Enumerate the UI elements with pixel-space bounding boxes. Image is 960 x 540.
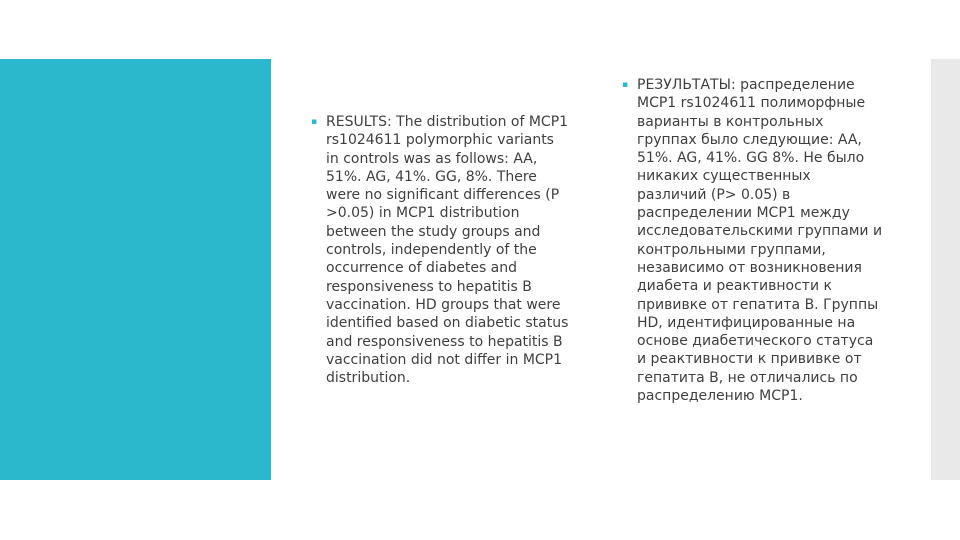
results-russian-text: РЕЗУЛЬТАТЫ: распределение MCP1 rs1024611 полиморфные варианты в контрольных группах было следующие: AA, 51%. AG, 41%. GG 8%. Не было никаких существенных различий (P> 0.05) в распределении MCP1 между исследовательскими группами и контрольными группами, независимо от возникновения диабета и реактивности к прививке от гепатита B. Группы HD, идентифицированные на основе диабетического статуса и реактивности к прививке от гепатита B, не отличались по распределению MCP1. (637, 77, 883, 405)
square-bullet-icon: ▪ (622, 80, 629, 90)
side-strip (931, 59, 960, 480)
square-bullet-icon: ▪ (311, 117, 318, 127)
results-russian-item (622, 76, 884, 405)
results-english-item (311, 113, 571, 387)
results-russian-column (622, 76, 884, 405)
results-english-column (311, 113, 571, 387)
results-english-text: RESULTS: The distribution of MCP1 rs1024611 polymorphic variants in controls was as follows: AA, 51%. AG, 41%. GG, 8%. There were no significant differences (P >0.05) in MCP1 distribution between the study groups and controls, independently of the occurrence of diabetes and responsiveness to hepatitis B vaccination. HD groups that were identified based on diabetic status and responsiveness to hepatitis B vaccination did not differ in MCP1 distribution. (326, 114, 569, 387)
accent-panel (0, 59, 271, 480)
